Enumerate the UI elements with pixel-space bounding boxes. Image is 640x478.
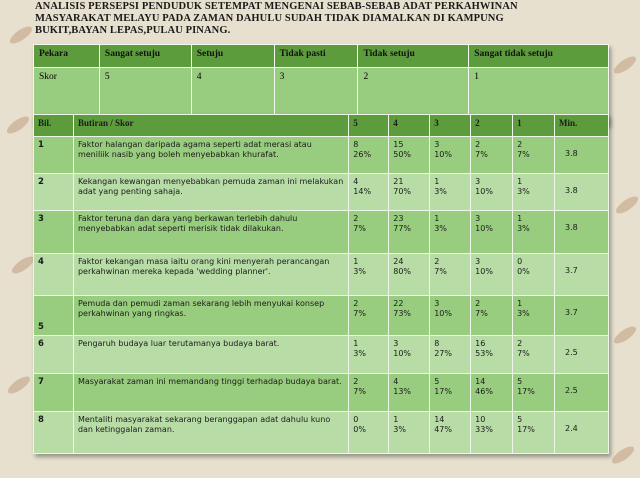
score-cell-5	[349, 254, 389, 296]
score-cell-2	[471, 336, 513, 374]
response-count: 2	[353, 377, 359, 386]
table-row	[34, 137, 609, 174]
response-percent: 7%	[517, 150, 530, 159]
response-percent: 10%	[393, 349, 412, 358]
background-fish-decoration	[7, 23, 34, 46]
response-count: 1	[517, 177, 523, 186]
response-percent: 7%	[353, 224, 366, 233]
response-percent: 7%	[517, 349, 530, 358]
response-percent: 13%	[393, 387, 412, 396]
header-cell-score-5: 5	[349, 115, 389, 137]
response-count: 1	[434, 177, 440, 186]
score-cell-5	[349, 412, 389, 454]
response-percent: 3%	[517, 187, 530, 196]
score-cell-4	[389, 374, 430, 412]
background-fish-decoration	[611, 323, 638, 346]
response-count: 2	[475, 299, 481, 308]
row-statement: Pemuda dan pemudi zaman sekarang lebih menyukai konsep perkahwinan yang ringkas.	[73, 296, 348, 336]
response-count: 3	[475, 257, 481, 266]
score-cell-4	[389, 336, 430, 374]
background-fish-decoration	[611, 53, 638, 76]
response-percent: 80%	[393, 267, 412, 276]
response-count: 2	[517, 140, 523, 149]
score-cell-5	[349, 296, 389, 336]
likert-header-cell: Tidak setuju	[358, 45, 469, 68]
score-cell-1	[513, 174, 555, 211]
table-row	[34, 211, 609, 254]
response-count: 4	[393, 377, 399, 386]
likert-score-cell: 3	[274, 68, 358, 125]
response-percent: 46%	[475, 387, 493, 396]
response-count: 3	[393, 339, 399, 348]
response-count: 1	[517, 214, 523, 223]
score-cell-2	[471, 296, 513, 336]
response-count: 23	[393, 214, 404, 223]
row-statement: Faktor halangan daripada agama seperti adat merasi atau meniliik nasib yang boleh menyebabkan khurafat.	[73, 137, 348, 174]
score-cell-2	[471, 254, 513, 296]
response-percent: 0%	[517, 267, 530, 276]
title-line: BUKIT,BAYAN LEPAS,PULAU PINANG.	[35, 25, 231, 36]
response-count: 1	[393, 415, 399, 424]
score-cell-3	[430, 137, 471, 174]
response-count: 14	[434, 415, 445, 424]
response-count: 1	[353, 257, 359, 266]
table-row	[34, 412, 609, 454]
background-fish-decoration	[4, 113, 31, 136]
title-line: ANALISIS PERSEPSI PENDUDUK SETEMPAT MENGENAI SEBAB-SEBAB ADAT PERKAHWINAN	[35, 1, 518, 12]
row-mean: 2.5	[555, 374, 609, 412]
score-cell-3	[430, 374, 471, 412]
row-statement: Faktor kekangan masa iaitu orang kini menyerah perancangan perkahwinan mereka kepada 'wedding planner'.	[73, 254, 348, 296]
score-cell-2	[471, 374, 513, 412]
likert-header-cell: Pekara	[34, 45, 100, 68]
row-statement: Pengaruh budaya luar terutamanya budaya barat.	[73, 336, 348, 374]
row-mean: 3.8	[555, 137, 609, 174]
score-cell-1	[513, 211, 555, 254]
response-percent: 10%	[434, 150, 452, 159]
response-percent: 3%	[517, 309, 530, 318]
response-count: 3	[475, 214, 481, 223]
response-percent: 14%	[353, 187, 372, 196]
score-cell-3	[430, 296, 471, 336]
response-count: 8	[434, 339, 440, 348]
row-number: 2	[34, 174, 74, 211]
response-count: 2	[517, 339, 523, 348]
score-cell-3	[430, 174, 471, 211]
response-count: 4	[353, 177, 359, 186]
score-cell-1	[513, 254, 555, 296]
row-number: 5	[34, 296, 74, 336]
response-count: 5	[517, 377, 523, 386]
response-percent: 3%	[393, 425, 406, 434]
likert-header-cell: Sangat setuju	[99, 45, 191, 68]
response-count: 1	[517, 299, 523, 308]
response-percent: 0%	[353, 425, 366, 434]
row-statement: Kekangan kewangan menyebabkan pemuda zaman ini melakukan adat yang penting sahaja.	[73, 174, 348, 211]
response-percent: 7%	[353, 309, 366, 318]
row-mean: 3.7	[555, 254, 609, 296]
score-cell-1	[513, 137, 555, 174]
header-cell-score-2: 2	[471, 115, 513, 137]
header-cell-score-1: 1	[513, 115, 555, 137]
response-count: 3	[434, 140, 440, 149]
score-cell-3	[430, 336, 471, 374]
score-cell-3	[430, 211, 471, 254]
response-count: 2	[475, 140, 481, 149]
response-percent: 7%	[475, 309, 488, 318]
row-mean: 3.7	[555, 296, 609, 336]
response-percent: 3%	[353, 267, 366, 276]
header-cell-score-4: 4	[389, 115, 430, 137]
score-cell-5	[349, 174, 389, 211]
score-cell-2	[471, 412, 513, 454]
response-count: 1	[353, 339, 359, 348]
score-cell-5	[349, 211, 389, 254]
response-count: 5	[434, 377, 440, 386]
response-percent: 3%	[353, 349, 366, 358]
title-line: MASYARAKAT MELAYU PADA ZAMAN DAHULU SUDAH TIDAK DIAMALKAN DI KAMPUNG	[35, 13, 504, 24]
response-count: 2	[353, 299, 359, 308]
score-cell-2	[471, 211, 513, 254]
background-fish-decoration	[5, 373, 32, 396]
row-mean: 2.5	[555, 336, 609, 374]
response-percent: 10%	[475, 187, 493, 196]
score-cell-4	[389, 296, 430, 336]
likert-score-cell: 5	[99, 68, 191, 125]
row-number: 3	[34, 211, 74, 254]
background-fish-decoration	[609, 443, 636, 466]
response-count: 0	[517, 257, 523, 266]
likert-header-cell: Tidak pasti	[274, 45, 358, 68]
header-cell-statement: Butiran / Skor	[73, 115, 348, 137]
table-row	[34, 296, 609, 336]
table-row	[34, 374, 609, 412]
response-count: 3	[434, 299, 440, 308]
score-cell-1	[513, 336, 555, 374]
row-number: 4	[34, 254, 74, 296]
response-count: 15	[393, 140, 404, 149]
response-count: 8	[353, 140, 359, 149]
response-count: 0	[353, 415, 359, 424]
header-cell-score-3: 3	[430, 115, 471, 137]
likert-score-cell: 1	[469, 68, 609, 125]
row-mean: 3.8	[555, 211, 609, 254]
response-count: 14	[475, 377, 486, 386]
score-cell-3	[430, 254, 471, 296]
score-cell-3	[430, 412, 471, 454]
score-cell-4	[389, 211, 430, 254]
items-header-row	[34, 115, 609, 137]
response-count: 5	[517, 415, 523, 424]
response-percent: 50%	[393, 150, 412, 159]
score-cell-1	[513, 374, 555, 412]
header-cell-mean: Min.	[555, 115, 609, 137]
score-cell-2	[471, 137, 513, 174]
response-percent: 10%	[475, 267, 493, 276]
likert-scale-table	[33, 44, 609, 125]
likert-header-cell: Setuju	[191, 45, 274, 68]
response-percent: 7%	[475, 150, 488, 159]
row-mean: 2.4	[555, 412, 609, 454]
likert-score-cell: 4	[191, 68, 274, 125]
score-cell-5	[349, 336, 389, 374]
row-number: 6	[34, 336, 74, 374]
row-statement: Faktor teruna dan dara yang berkawan terlebih dahulu menyebabkan adat seperti merisik tidak dilakukan.	[73, 211, 348, 254]
row-number: 8	[34, 412, 74, 454]
items-table	[33, 114, 609, 454]
likert-score-cell: Skor	[34, 68, 100, 125]
score-cell-4	[389, 412, 430, 454]
response-percent: 17%	[517, 387, 535, 396]
response-percent: 7%	[434, 267, 447, 276]
response-count: 2	[353, 214, 359, 223]
response-count: 10	[475, 415, 486, 424]
row-statement: Masyarakat zaman ini memandang tinggi terhadap budaya barat.	[73, 374, 348, 412]
table-row	[34, 174, 609, 211]
response-percent: 3%	[517, 224, 530, 233]
response-count: 21	[393, 177, 404, 186]
response-count: 24	[393, 257, 404, 266]
row-mean: 3.8	[555, 174, 609, 211]
response-count: 3	[475, 177, 481, 186]
row-statement: Mentaliti masyarakat sekarang beranggapan adat dahulu kuno dan ketinggalan zaman.	[73, 412, 348, 454]
score-cell-1	[513, 296, 555, 336]
likert-header-row	[34, 45, 609, 68]
row-number: 1	[34, 137, 74, 174]
score-cell-1	[513, 412, 555, 454]
response-percent: 33%	[475, 425, 493, 434]
response-percent: 47%	[434, 425, 452, 434]
score-cell-5	[349, 374, 389, 412]
score-cell-5	[349, 137, 389, 174]
response-percent: 73%	[393, 309, 412, 318]
response-percent: 70%	[393, 187, 412, 196]
response-count: 1	[434, 214, 440, 223]
page-title	[35, 1, 595, 37]
response-percent: 3%	[434, 187, 447, 196]
response-count: 16	[475, 339, 486, 348]
table-row	[34, 254, 609, 296]
likert-header-cell: Sangat tidak setuju	[469, 45, 609, 68]
likert-score-cell: 2	[358, 68, 469, 125]
response-percent: 7%	[353, 387, 366, 396]
response-percent: 10%	[475, 224, 493, 233]
response-percent: 53%	[475, 349, 493, 358]
score-cell-2	[471, 174, 513, 211]
response-percent: 10%	[434, 309, 452, 318]
table-row	[34, 336, 609, 374]
response-count: 2	[434, 257, 440, 266]
background-fish-decoration	[613, 193, 640, 216]
score-cell-4	[389, 137, 430, 174]
header-cell-no: Bil.	[34, 115, 74, 137]
response-count: 22	[393, 299, 404, 308]
score-cell-4	[389, 174, 430, 211]
score-cell-4	[389, 254, 430, 296]
response-percent: 26%	[353, 150, 372, 159]
response-percent: 3%	[434, 224, 447, 233]
response-percent: 17%	[434, 387, 452, 396]
response-percent: 27%	[434, 349, 452, 358]
row-number: 7	[34, 374, 74, 412]
response-percent: 17%	[517, 425, 535, 434]
response-percent: 77%	[393, 224, 412, 233]
